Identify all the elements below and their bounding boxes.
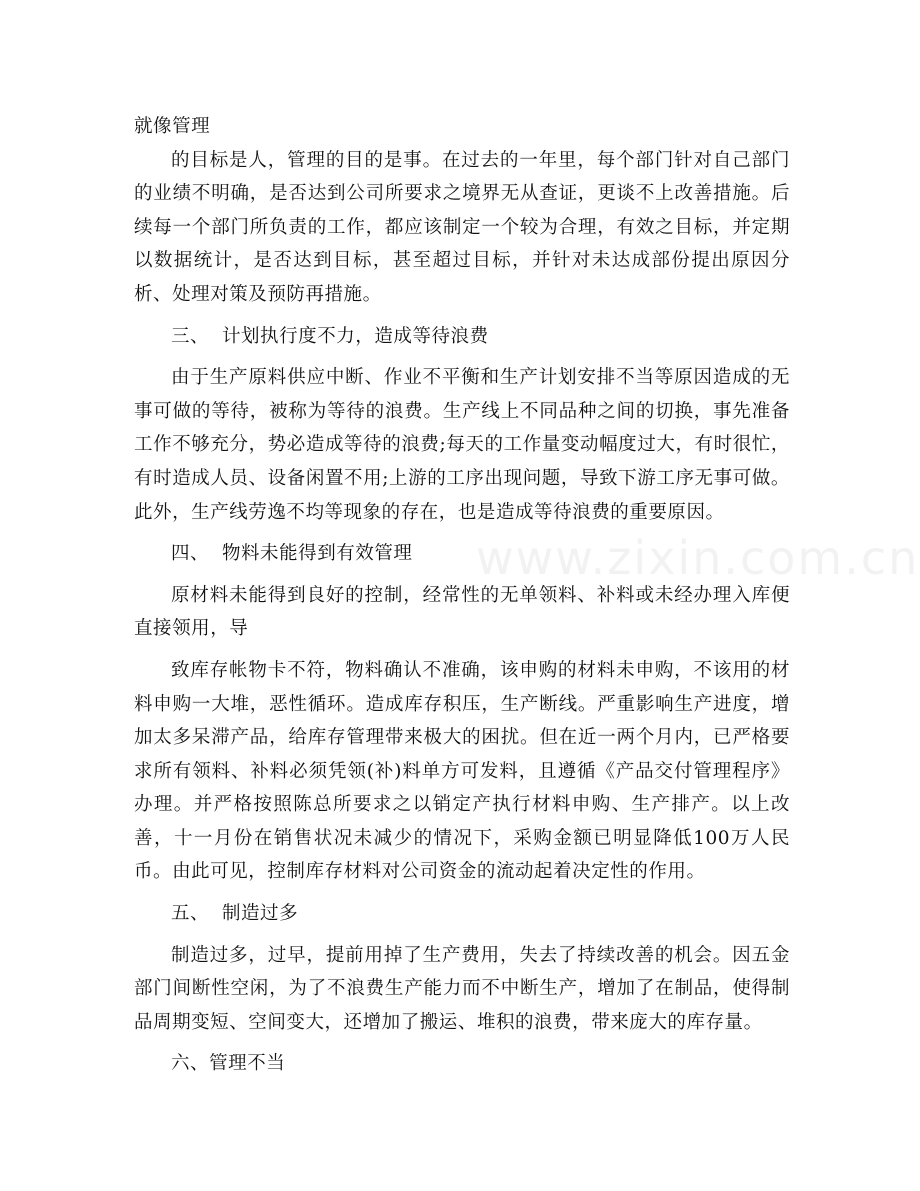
section-heading-6: 六、管理不当 xyxy=(171,1053,286,1075)
paragraph-fragment-start: 就像管理 xyxy=(134,116,211,137)
section-heading-4: 四、 物料未能得到有效管理 xyxy=(171,543,413,565)
watermark-text: www.zixin.com.cn xyxy=(476,531,920,585)
paragraph-waiting-waste: 由于生产原料供应中断、作业不平衡和生产计划安排不当等原因造成的无事可做的等待，被称为等待的浪费。生产线上不同品种之间的切换，事先准备工作不够充分，势必造成等待的浪费;每天的工作量变动幅度过大，有时很忙，有时造成人员、设备闲置不用;上游的工序出现问题，导致下游工序无事可做。此外，生产线劳逸不均等现象的存在，也是造成等待浪费的重要原因。 xyxy=(134,367,790,523)
paragraph-overproduction: 制造过多，过早，提前用掉了生产费用，失去了持续改善的机会。因五金部门间断性空闲，为了不浪费生产能力而不中断生产，增加了在制品，使得制品周期变短、空间变大，还增加了搬运、堆积的浪费，带来庞大的库存量。 xyxy=(134,944,790,1033)
paragraph-management-goals: 的目标是人，管理的目的是事。在过去的一年里，每个部门针对自己部门的业绩不明确，是否达到公司所要求之境界无从查证，更谈不上改善措施。后续每一个部门所负责的工作，都应该制定一个较为合理，有效之目标，并定期以数据统计，是否达到目标，甚至超过目标，并针对未达成部份提出原因分析、处理对策及预防再措施。 xyxy=(134,149,790,305)
paragraph-inventory-mismatch: 致库存帐物卡不符，物料确认不准确，该申购的材料未申购，不该用的材料申购一大堆，恶性循环。造成库存积压，生产断线。严重影响生产进度，增加太多呆滞产品，给库存管理带来极大的困扰。但在近一两个月内，已严格要求所有领料、补料必须凭领(补)料单方可发料，且遵循《产品交付管理程序》办理。并严格按照陈总所要求之以销定产执行材料申购、生产排产。以上改善，十一月份在销售状况未减少的情况下，采购金额已明显降低100万人民币。由此可见，控制库存材料对公司资金的流动起着决定性的作用。 xyxy=(134,659,790,883)
document-body xyxy=(134,110,790,1081)
section-heading-3: 三、 计划执行度不力，造成等待浪费 xyxy=(171,325,489,347)
section-heading-5: 五、 制造过多 xyxy=(171,903,299,925)
paragraph-material-control: 原材料未能得到良好的控制，经常性的无单领料、补料或未经办理入库便直接领用，导 xyxy=(134,584,790,640)
